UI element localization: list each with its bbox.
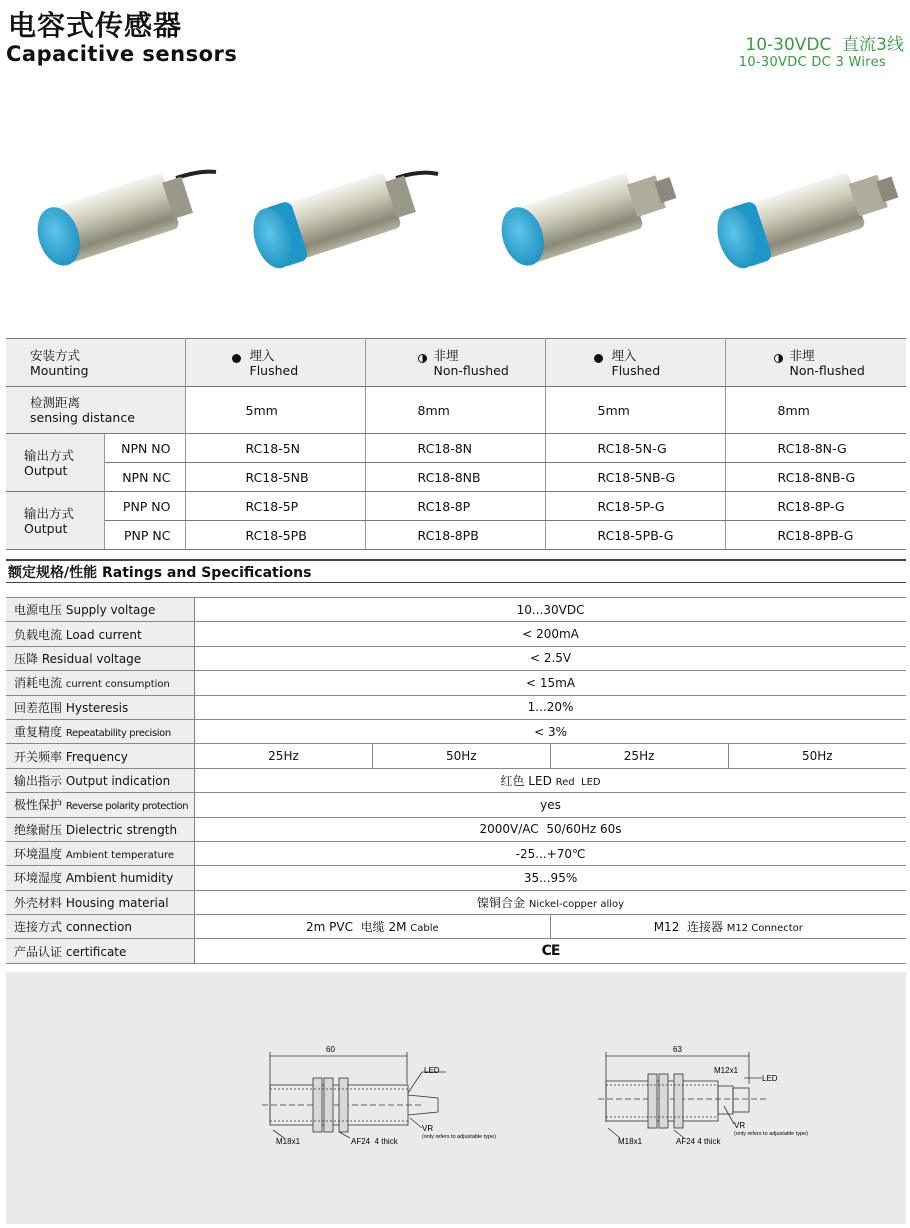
- output-label-pnp: 输出方式 Output: [6, 492, 104, 550]
- sensor-image-cable-flushed: [26, 150, 226, 280]
- half-circle-icon: [418, 354, 427, 363]
- right-vr-note: (only refers to adjustable type): [734, 1131, 808, 1137]
- spec-key: 重复精度 Repeatability precision: [6, 719, 195, 743]
- spec-key: 外壳材料 Housing material: [6, 890, 195, 914]
- distance-value: 8mm: [725, 387, 906, 434]
- sensor-image-connector-flushed: [490, 150, 690, 280]
- half-circle-icon: [774, 354, 783, 363]
- model-code: RC18-5N: [185, 434, 365, 463]
- spec-row: [6, 671, 906, 695]
- spec-value: M12 连接器 M12 Connector: [550, 915, 906, 939]
- output-type: NPN NO: [104, 434, 185, 463]
- spec-key: 消耗电流 current consumption: [6, 671, 195, 695]
- model-code: RC18-8N: [365, 434, 545, 463]
- left-led-label: LED: [424, 1066, 440, 1075]
- mount-col-1: 埋入 Flushed: [185, 339, 365, 387]
- voltage-en: 10-30VDC DC 3 Wires: [738, 55, 886, 70]
- spec-value: 镍铜合金 Nickel-copper alloy: [195, 890, 906, 914]
- mount-col-4: 非埋 Non-flushed: [725, 339, 906, 387]
- distance-label: 检测距离 sensing distance: [6, 387, 185, 434]
- model-code: RC18-5NB-G: [545, 463, 725, 492]
- spec-row: [6, 915, 906, 939]
- spec-key: 负载电流 Load current: [6, 622, 195, 646]
- flushed-icon: [232, 354, 241, 363]
- model-code: RC18-8P: [365, 492, 545, 521]
- spec-key: 回差范围 Hysteresis: [6, 695, 195, 719]
- spec-value: 10...30VDC: [195, 598, 906, 622]
- model-code: RC18-8PB: [365, 521, 545, 550]
- flushed-icon: [594, 354, 603, 363]
- spec-value: yes: [195, 793, 906, 817]
- spec-key: 连接方式 connection: [6, 915, 195, 939]
- spec-row: [6, 866, 906, 890]
- spec-key: 产品认证 certificate: [6, 939, 195, 963]
- distance-value: 5mm: [185, 387, 365, 434]
- spec-value: 1...20%: [195, 695, 906, 719]
- mounting-label: 安装方式 Mounting: [6, 339, 185, 387]
- spec-key: 环境温度 Ambient temperature: [6, 841, 195, 865]
- sensor-image-connector-non-flushed: [710, 150, 910, 280]
- spec-value: 红色 LED Red LED: [195, 768, 906, 792]
- spec-key: 环境湿度 Ambient humidity: [6, 866, 195, 890]
- output-type: NPN NC: [104, 463, 185, 492]
- spec-row: [6, 695, 906, 719]
- spec-key: 压降 Residual voltage: [6, 646, 195, 670]
- right-nut: AF24 4 thick: [676, 1137, 721, 1146]
- right-vr-label: VR: [734, 1121, 746, 1130]
- spec-value: 50Hz: [372, 744, 550, 768]
- spec-value: < 15mA: [195, 671, 906, 695]
- spec-key: 开关频率 Frequency: [6, 744, 195, 768]
- model-code: RC18-5PB-G: [545, 521, 725, 550]
- sensor-image-cable-non-flushed: [246, 150, 446, 280]
- spec-key: 极性保护 Reverse polarity protection: [6, 793, 195, 817]
- spec-row: [6, 646, 906, 670]
- spec-value: 2000V/AC 50/60Hz 60s: [195, 817, 906, 841]
- distance-value: 8mm: [365, 387, 545, 434]
- spec-value: [195, 939, 906, 963]
- model-code: RC18-8NB: [365, 463, 545, 492]
- section-title: 额定规格/性能 Ratings and Specifications: [6, 559, 906, 583]
- distance-value: 5mm: [545, 387, 725, 434]
- spec-row: [6, 622, 906, 646]
- output-type: PNP NO: [104, 492, 185, 521]
- model-code: RC18-5N-G: [545, 434, 725, 463]
- left-length: 60: [326, 1045, 335, 1054]
- model-code: RC18-8P-G: [725, 492, 906, 521]
- model-table: [6, 338, 906, 550]
- ce-mark-icon: CE: [541, 943, 560, 960]
- right-led-label: LED: [762, 1074, 778, 1083]
- spec-row: [6, 817, 906, 841]
- output-label-npn: 输出方式 Output: [6, 434, 104, 492]
- left-thread: M18x1: [276, 1137, 301, 1146]
- spec-row: [6, 598, 906, 622]
- model-code: RC18-5P-G: [545, 492, 725, 521]
- model-code: RC18-5PB: [185, 521, 365, 550]
- spec-value: 25Hz: [550, 744, 728, 768]
- left-vr-note: (only refers to adjustable type): [422, 1134, 496, 1140]
- mount-col-2: 非埋 Non-flushed: [365, 339, 545, 387]
- spec-row: [6, 768, 906, 792]
- spec-row: [6, 841, 906, 865]
- spec-value: 35...95%: [195, 866, 906, 890]
- left-vr-label: VR: [422, 1124, 434, 1133]
- spec-row: [6, 744, 906, 768]
- mount-col-3: 埋入 Flushed: [545, 339, 725, 387]
- title-cn: 电容式传感器: [8, 9, 183, 42]
- spec-row: [6, 719, 906, 743]
- output-type: PNP NC: [104, 521, 185, 550]
- left-nut: AF24 4 thick: [351, 1137, 398, 1146]
- specs-table: [6, 597, 906, 964]
- title-en: Capacitive sensors: [6, 42, 238, 66]
- model-code: RC18-5NB: [185, 463, 365, 492]
- model-code: RC18-8N-G: [725, 434, 906, 463]
- spec-key: 电源电压 Supply voltage: [6, 598, 195, 622]
- right-thread: M18x1: [618, 1137, 643, 1146]
- spec-value: < 200mA: [195, 622, 906, 646]
- right-connector: M12x1: [714, 1066, 739, 1075]
- spec-key: 输出指示 Output indication: [6, 768, 195, 792]
- spec-value: 50Hz: [728, 744, 906, 768]
- spec-value: < 3%: [195, 719, 906, 743]
- model-code: RC18-5P: [185, 492, 365, 521]
- dimension-drawing-panel: [6, 972, 906, 1224]
- spec-row: [6, 890, 906, 914]
- right-length: 63: [673, 1045, 682, 1054]
- model-code: RC18-8NB-G: [725, 463, 906, 492]
- spec-value: -25...+70℃: [195, 841, 906, 865]
- spec-row: [6, 939, 906, 963]
- dimension-drawing: [6, 972, 906, 1224]
- voltage-cn: 10-30VDC 直流3线: [745, 35, 904, 55]
- spec-value: < 2.5V: [195, 646, 906, 670]
- spec-row: [6, 793, 906, 817]
- spec-key: 绝缘耐压 Dielectric strength: [6, 817, 195, 841]
- spec-value: 25Hz: [195, 744, 373, 768]
- spec-value: 2m PVC 电缆 2M Cable: [195, 915, 551, 939]
- model-code: RC18-8PB-G: [725, 521, 906, 550]
